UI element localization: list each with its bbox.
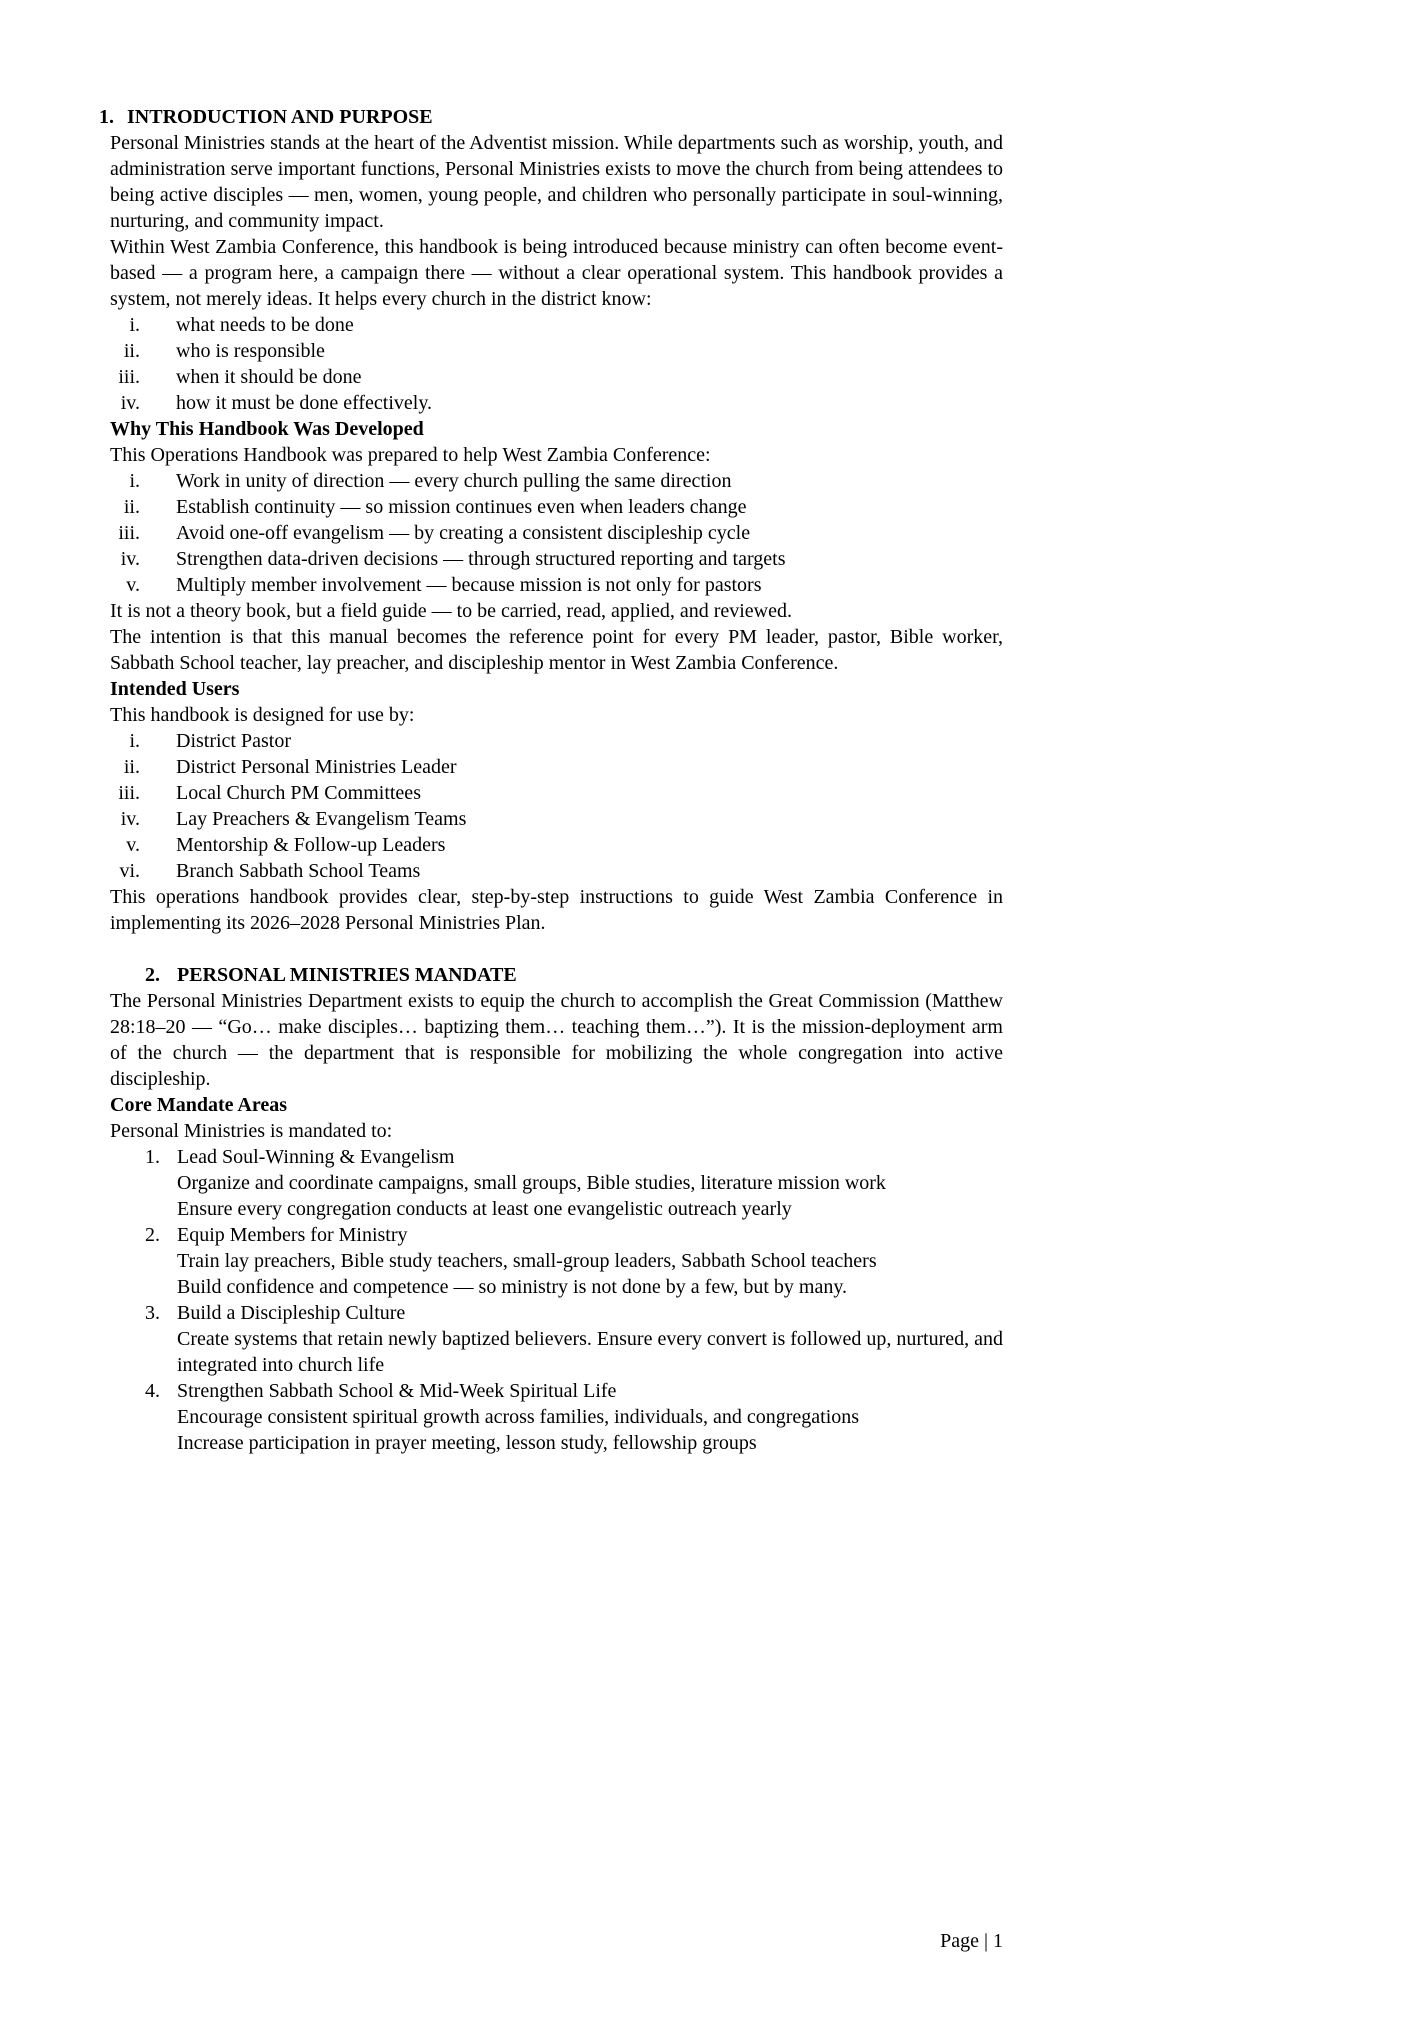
list-marker: v. — [126, 574, 140, 596]
list-marker: iv. — [120, 548, 140, 570]
mandate-detail: Create systems that retain newly baptized believers. Ensure every convert is followed up, nurtured, and integrated into church life — [177, 1328, 1003, 1376]
page-number: Page | 1 — [940, 1930, 1003, 1952]
mandate-title: Strengthen Sabbath School & Mid-Week Spiritual Life — [177, 1380, 617, 1402]
list-item — [110, 338, 1003, 364]
mandate-number: 2. — [145, 1224, 160, 1246]
list-item-text: how it must be done effectively. — [176, 392, 433, 414]
list-item-text: Local Church PM Committees — [176, 782, 421, 804]
mandate-number: 4. — [145, 1380, 160, 1402]
list-marker: iii. — [118, 522, 140, 544]
subheading: Intended Users — [110, 678, 240, 700]
list-item-text: what needs to be done — [176, 314, 354, 336]
list-marker: ii. — [123, 496, 140, 518]
mandate-detail: Increase participation in prayer meeting, lesson study, fellowship groups — [177, 1432, 757, 1454]
body-paragraph: Personal Ministries stands at the heart of the Adventist mission. While departments such as worship, youth, and administration serve important functions, Personal Ministries exists to move the church from being attendees to being active disciples — men, women, young people, and children who personally participate in soul-winning, nurturing, and community impact. — [110, 132, 1003, 232]
mandate-number: 3. — [145, 1302, 160, 1324]
spacer — [110, 936, 1003, 962]
section-1-heading — [99, 104, 1003, 130]
list-item — [110, 754, 1003, 780]
mandate-detail: Encourage consistent spiritual growth across families, individuals, and congregations — [177, 1406, 860, 1428]
mandate-detail: Organize and coordinate campaigns, small groups, Bible studies, literature mission work — [177, 1172, 886, 1194]
list-marker: iii. — [118, 366, 140, 388]
list-marker: iv. — [120, 808, 140, 830]
body-paragraph: It is not a theory book, but a field guide — to be carried, read, applied, and reviewed. — [110, 600, 792, 622]
list-item — [110, 520, 1003, 546]
body-paragraph: This Operations Handbook was prepared to help West Zambia Conference: — [110, 444, 711, 466]
section-1-title: INTRODUCTION AND PURPOSE — [127, 106, 433, 128]
subheading: Core Mandate Areas — [110, 1094, 288, 1116]
list-item — [110, 390, 1003, 416]
list-marker: iv. — [120, 392, 140, 414]
list-item-text: Mentorship & Follow-up Leaders — [176, 834, 446, 856]
list-item — [110, 312, 1003, 338]
list-item-text: Branch Sabbath School Teams — [176, 860, 421, 882]
list-item-text: Strengthen data-driven decisions — through structured reporting and targets — [176, 548, 786, 570]
section-2-heading — [145, 962, 1003, 988]
list-item — [110, 832, 1003, 858]
body-paragraph: This operations handbook provides clear, step-by-step instructions to guide West Zambia Conference in implementing its 2026–2028 Personal Ministries Plan. — [110, 886, 1003, 934]
list-marker: ii. — [123, 756, 140, 778]
list-marker: i. — [129, 730, 140, 752]
section-2-title: PERSONAL MINISTRIES MANDATE — [177, 964, 517, 986]
list-marker: ii. — [123, 340, 140, 362]
body-paragraph: The intention is that this manual becomes the reference point for every PM leader, pastor, Bible worker, Sabbath School teacher, lay preacher, and discipleship mentor in West Zambia Conference. — [110, 626, 1003, 674]
list-item — [110, 728, 1003, 754]
list-item-text: Multiply member involvement — because mission is not only for pastors — [176, 574, 762, 596]
body-paragraph: This handbook is designed for use by: — [110, 704, 415, 726]
mandate-title: Lead Soul-Winning & Evangelism — [177, 1146, 455, 1168]
mandate-detail: Train lay preachers, Bible study teachers, small-group leaders, Sabbath School teachers — [177, 1250, 877, 1272]
list-item — [110, 468, 1003, 494]
list-marker: i. — [129, 470, 140, 492]
document-content — [99, 104, 1003, 1456]
list-item-text: when it should be done — [176, 366, 362, 388]
section-1-number: 1. — [99, 106, 114, 128]
list-item — [110, 546, 1003, 572]
mandate-title: Equip Members for Ministry — [177, 1224, 408, 1246]
list-item-text: who is responsible — [176, 340, 325, 362]
body-paragraph: The Personal Ministries Department exists to equip the church to accomplish the Great Commission (Matthew 28:18–20 — “Go… make disciples… baptizing them… teaching them…”). It is the mission-deployment arm of the church — the department that is responsible for mobilizing the whole congregation into active discipleship. — [110, 990, 1003, 1090]
subheading: Why This Handbook Was Developed — [110, 418, 424, 440]
body-paragraph: Within West Zambia Conference, this handbook is being introduced because ministry can often become event-based — a program here, a campaign there — without a clear operational system. This handbook provides a system, not merely ideas. It helps every church in the district know: — [110, 236, 1003, 310]
mandate-item — [110, 1222, 1003, 1248]
list-item — [110, 572, 1003, 598]
list-item — [110, 858, 1003, 884]
list-item — [110, 780, 1003, 806]
mandate-detail: Ensure every congregation conducts at least one evangelistic outreach yearly — [177, 1198, 792, 1220]
list-item-text: District Personal Ministries Leader — [176, 756, 457, 778]
list-item — [110, 806, 1003, 832]
list-item — [110, 364, 1003, 390]
list-item-text: Establish continuity — so mission continues even when leaders change — [176, 496, 747, 518]
list-item-text: District Pastor — [176, 730, 291, 752]
mandate-item — [110, 1300, 1003, 1326]
body-paragraph: Personal Ministries is mandated to: — [110, 1120, 393, 1142]
list-marker: v. — [126, 834, 140, 856]
list-item-text: Work in unity of direction — every church pulling the same direction — [176, 470, 732, 492]
mandate-detail: Build confidence and competence — so ministry is not done by a few, but by many. — [177, 1276, 848, 1298]
section-2-number: 2. — [145, 964, 160, 986]
list-item-text: Lay Preachers & Evangelism Teams — [176, 808, 467, 830]
list-marker: iii. — [118, 782, 140, 804]
mandate-title: Build a Discipleship Culture — [177, 1302, 406, 1324]
list-item-text: Avoid one-off evangelism — by creating a consistent discipleship cycle — [176, 522, 751, 544]
list-marker: i. — [129, 314, 140, 336]
mandate-item — [110, 1144, 1003, 1170]
mandate-item — [110, 1378, 1003, 1404]
list-marker: vi. — [119, 860, 140, 882]
mandate-number: 1. — [145, 1146, 160, 1168]
list-item — [110, 494, 1003, 520]
